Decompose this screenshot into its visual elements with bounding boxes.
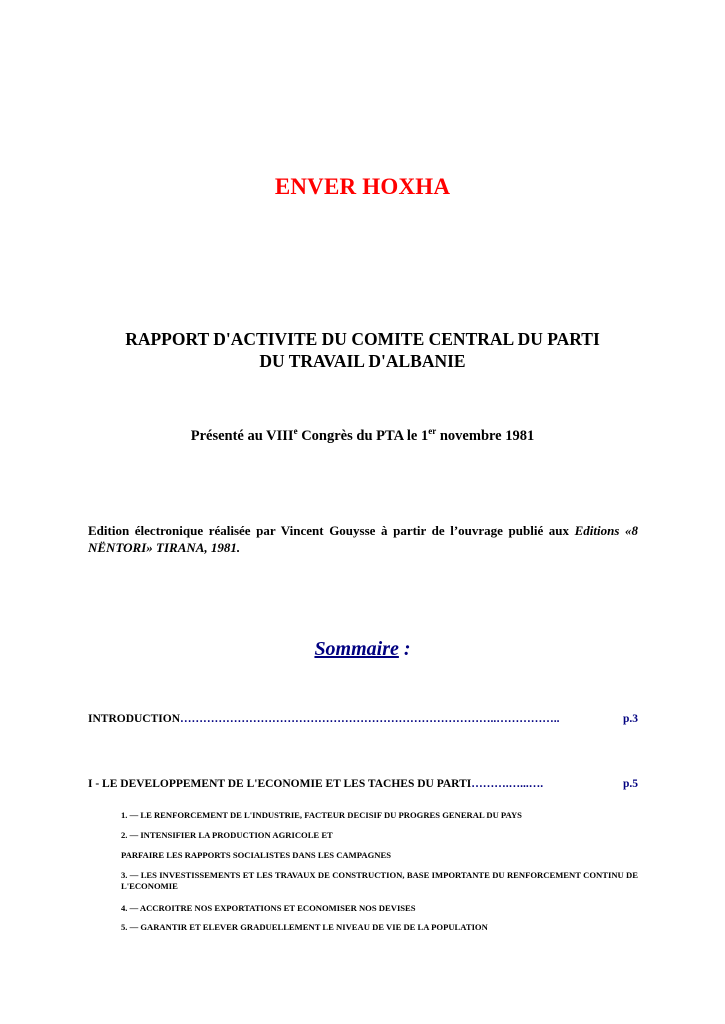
- author-name: ENVER HOXHA: [274, 174, 451, 199]
- document-title: [60, 328, 665, 372]
- toc-subitem[interactable]: 5. — GARANTIR ET ELEVER GRADUELLEMENT LE NIVEAU DE VIE DE LA POPULATION: [121, 922, 488, 932]
- presented-sup-2: er: [428, 426, 437, 437]
- toc-subitem[interactable]: 3. — LES INVESTISSEMENTS ET LES TRAVAUX DE CONSTRUCTION, BASE IMPORTANTE DU RENFORCEMENT CONTINU DE L'ECONOMIE: [121, 870, 638, 891]
- sommaire-label: Sommaire: [314, 638, 399, 660]
- presented-text-2: Congrès du PTA le 1: [297, 428, 429, 444]
- sommaire-colon: :: [398, 638, 411, 660]
- sommaire-heading: [0, 638, 725, 661]
- toc-entry-introduction[interactable]: [88, 713, 638, 725]
- edition-note: [88, 522, 638, 556]
- edition-text: Edition électronique réalisée par Vincent Gouysse à partir de l’ouvrage publié aux: [88, 523, 575, 538]
- toc-subitem[interactable]: PARFAIRE LES RAPPORTS SOCIALISTES DANS LES CAMPAGNES: [121, 850, 391, 860]
- toc-entry-leader: ………………………………………………………………………..……………..: [180, 713, 560, 725]
- toc-entry-page[interactable]: p.5: [622, 778, 638, 790]
- toc-subitem[interactable]: 2. — INTENSIFIER LA PRODUCTION AGRICOLE ET: [121, 830, 333, 840]
- toc-entry-label: INTRODUCTION: [88, 713, 181, 725]
- presentation-line: [0, 428, 725, 445]
- title-line-1: RAPPORT D'ACTIVITE DU COMITE CENTRAL DU PARTI: [125, 329, 600, 349]
- presented-text-1: Présenté au VIII: [190, 428, 294, 444]
- edition-publisher: Editions «8 NËNTORI» TIRANA, 1981.: [88, 523, 638, 555]
- presented-sup-1: e: [293, 426, 298, 437]
- presented-text-3: novembre 1981: [436, 428, 535, 444]
- toc-entry-chapter-1[interactable]: [88, 778, 638, 790]
- toc-entry-leader: ……….…...….: [471, 778, 544, 790]
- toc-entry-page[interactable]: p.3: [622, 713, 638, 725]
- toc-entry-label: I - LE DEVELOPPEMENT DE L'ECONOMIE ET LES TACHES DU PARTI: [88, 778, 472, 790]
- toc-subitem[interactable]: 4. — ACCROITRE NOS EXPORTATIONS ET ECONOMISER NOS DEVISES: [121, 903, 416, 913]
- toc-subitem[interactable]: 1. — LE RENFORCEMENT DE L'INDUSTRIE, FACTEUR DECISIF DU PROGRES GENERAL DU PAYS: [121, 810, 522, 820]
- title-line-2: DU TRAVAIL D'ALBANIE: [259, 351, 466, 371]
